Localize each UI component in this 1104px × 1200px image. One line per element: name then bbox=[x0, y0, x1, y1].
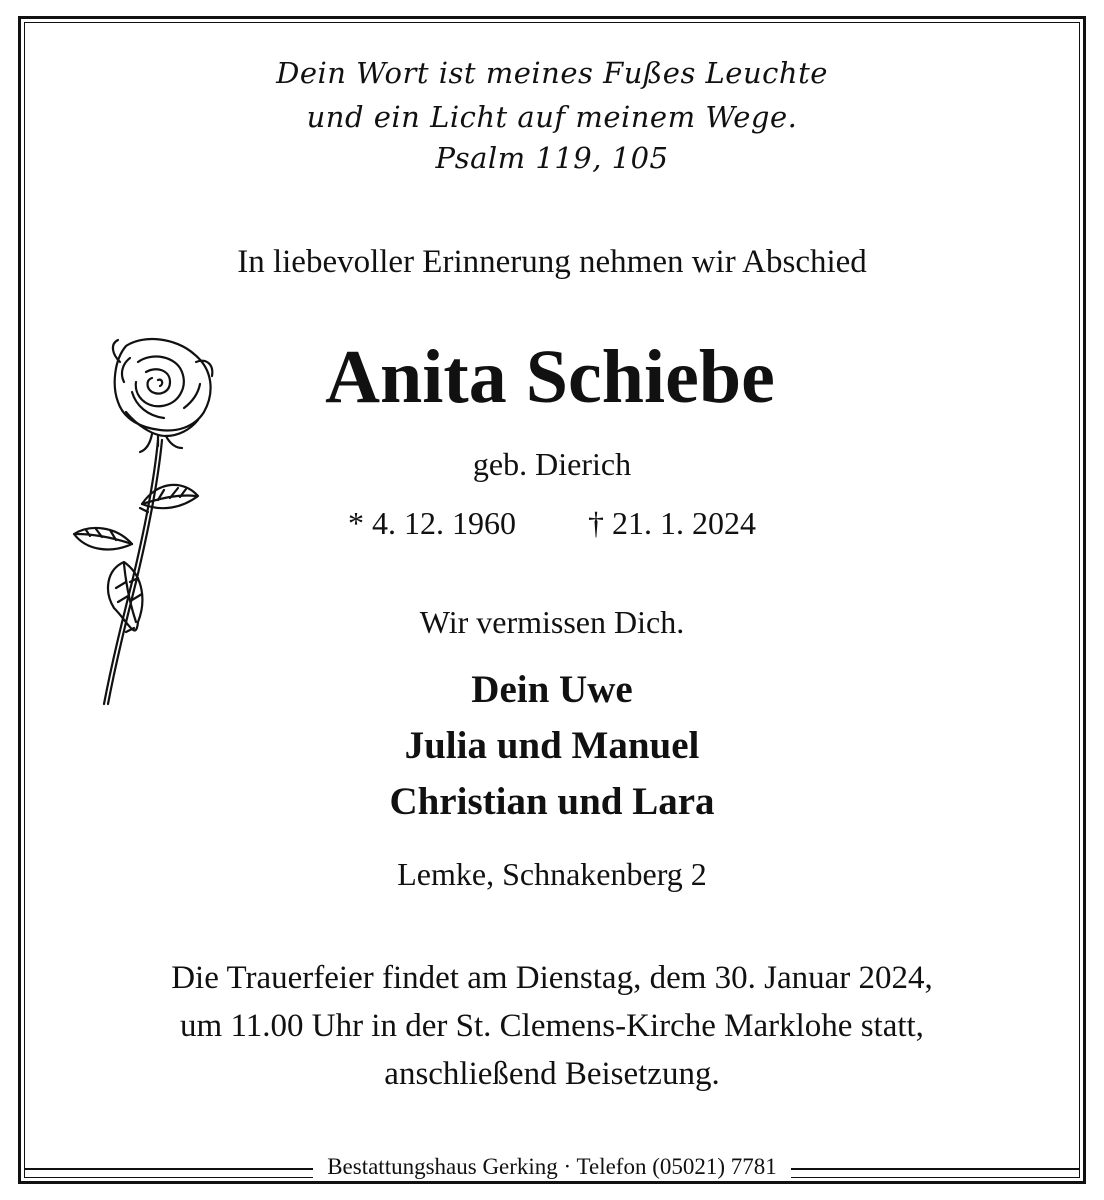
deceased-name: Anita Schiebe bbox=[325, 335, 775, 419]
verse-reference: Psalm 119, 105 bbox=[435, 141, 669, 175]
verse-line-2: und ein Licht auf meinem Wege. bbox=[306, 100, 798, 134]
family-line-3: Christian und Lara bbox=[389, 780, 715, 823]
service-line-1: Die Trauerfeier findet am Dienstag, dem 30. Januar 2024, bbox=[171, 960, 933, 996]
birth-name: geb. Dierich bbox=[472, 446, 632, 482]
life-dates bbox=[0, 505, 1104, 542]
verse-line-1: Dein Wort ist meines Fußes Leuchte bbox=[276, 56, 828, 90]
service-line-2: um 11.00 Uhr in der St. Clemens-Kirche Marklohe statt, bbox=[180, 1008, 924, 1044]
address-text: Lemke, Schnakenberg 2 bbox=[397, 856, 707, 892]
footer-text: Bestattungshaus Gerking · Telefon (05021) 7781 bbox=[313, 1154, 791, 1179]
death-date: † 21. 1. 2024 bbox=[588, 505, 756, 541]
birth-date: * 4. 12. 1960 bbox=[348, 505, 516, 541]
footer bbox=[0, 1154, 1104, 1180]
message-text: Wir vermissen Dich. bbox=[419, 604, 685, 640]
service-line-3: anschließend Beisetzung. bbox=[384, 1056, 720, 1092]
family-line-2: Julia und Manuel bbox=[404, 724, 700, 767]
intro-text: In liebevoller Erinnerung nehmen wir Abschied bbox=[237, 244, 867, 280]
family-line-1: Dein Uwe bbox=[471, 668, 633, 711]
